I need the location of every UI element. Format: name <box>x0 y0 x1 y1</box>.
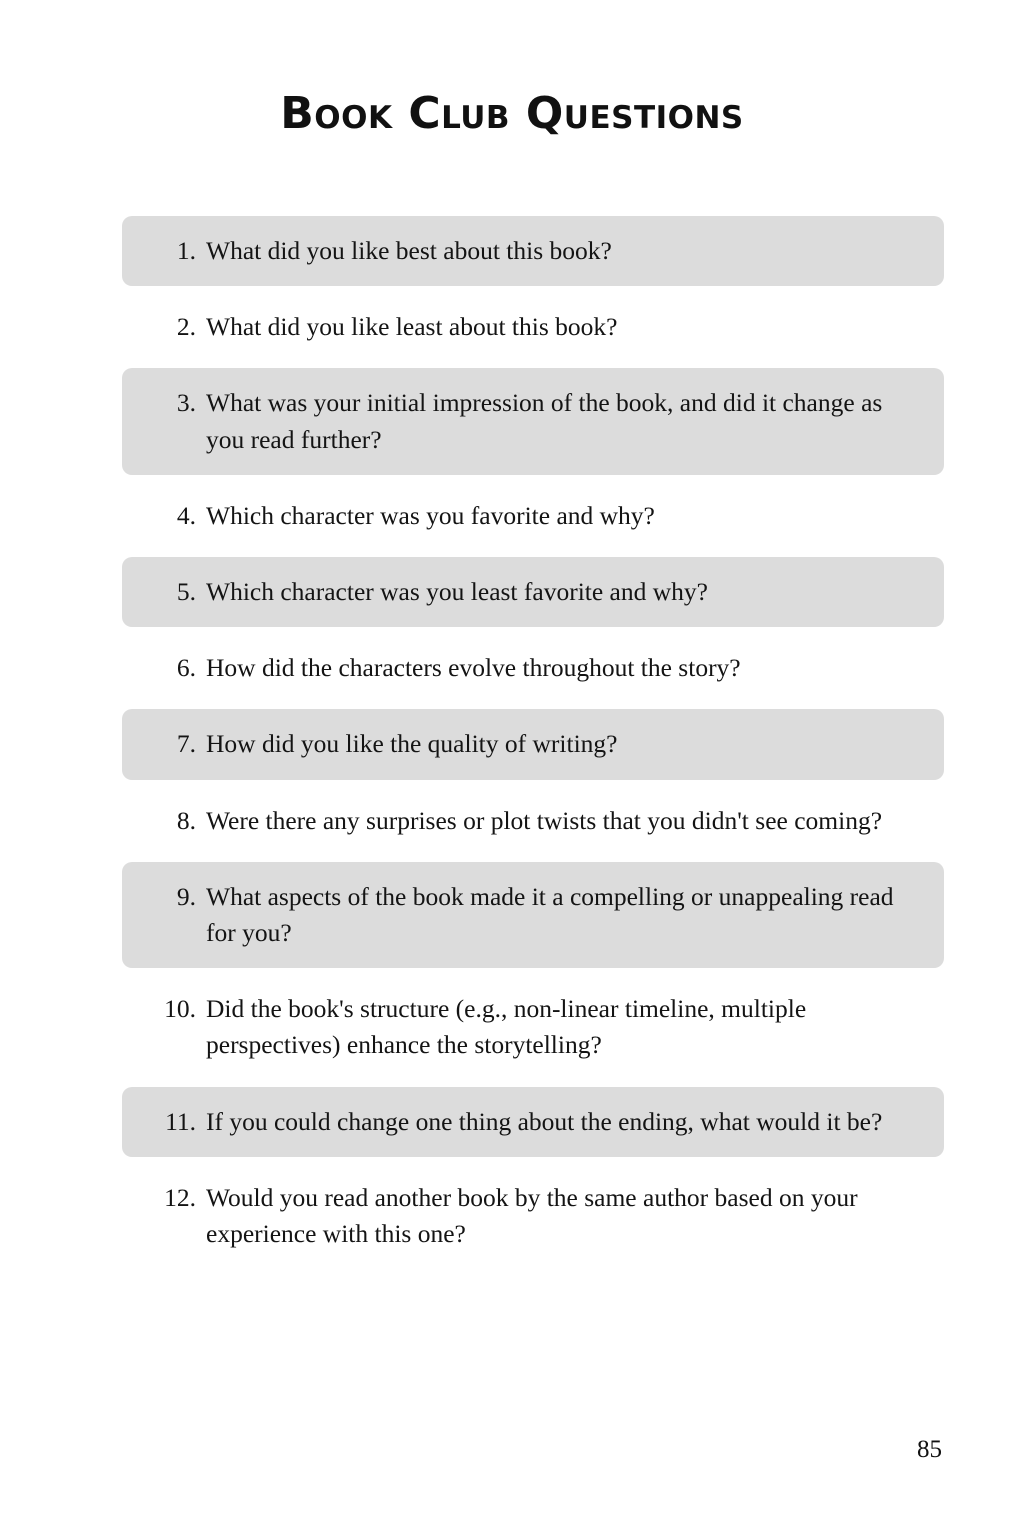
list-item <box>122 292 944 362</box>
question-number: 6. <box>176 653 196 683</box>
question-text: Were there any surprises or plot twists that you didn't see coming? <box>206 805 883 835</box>
question-text: Which character was you least favorite and why? <box>206 577 708 607</box>
page-title: Book Club Questions <box>280 88 744 139</box>
question-number: 7. <box>176 729 196 759</box>
question-number: 2. <box>176 312 196 342</box>
question-text: What did you like best about this book? <box>206 236 612 265</box>
question-text: What was your initial impression of the book, and did it change as you read further? <box>206 388 883 454</box>
question-text: What aspects of the book made it a compelling or unappealing read for you? <box>206 881 894 948</box>
list-item <box>122 1087 944 1157</box>
list-item <box>122 786 944 856</box>
question-text: Would you read another book by the same author based on your experience with this one? <box>206 1182 858 1249</box>
page-number: 85 <box>917 1436 942 1463</box>
question-text: What did you like least about this book? <box>206 312 618 342</box>
question-text: Which character was you favorite and why? <box>206 500 655 530</box>
list-item <box>122 216 944 286</box>
list-item <box>122 481 944 551</box>
question-text: How did you like the quality of writing? <box>206 729 618 759</box>
questions-list <box>122 216 944 1275</box>
question-number: 1. <box>176 236 196 265</box>
list-item <box>122 1163 944 1269</box>
question-number: 12. <box>164 1182 196 1212</box>
list-item <box>122 557 944 627</box>
question-number: 10. <box>164 994 196 1024</box>
question-number: 8. <box>176 805 196 835</box>
question-number: 4. <box>176 500 196 530</box>
question-number: 5. <box>176 577 196 607</box>
list-item <box>122 633 944 703</box>
list-item <box>122 862 944 968</box>
question-text: If you could change one thing about the ending, what would it be? <box>206 1106 883 1136</box>
list-item <box>122 709 944 779</box>
list-item <box>122 974 944 1080</box>
question-number: 3. <box>176 388 196 418</box>
list-item <box>122 368 944 474</box>
question-text: Did the book's structure (e.g., non-linear timeline, multiple perspectives) enhance the storytelling? <box>206 994 807 1060</box>
question-number: 11. <box>165 1106 196 1136</box>
question-number: 9. <box>176 881 196 911</box>
question-text: How did the characters evolve throughout the story? <box>206 653 741 683</box>
